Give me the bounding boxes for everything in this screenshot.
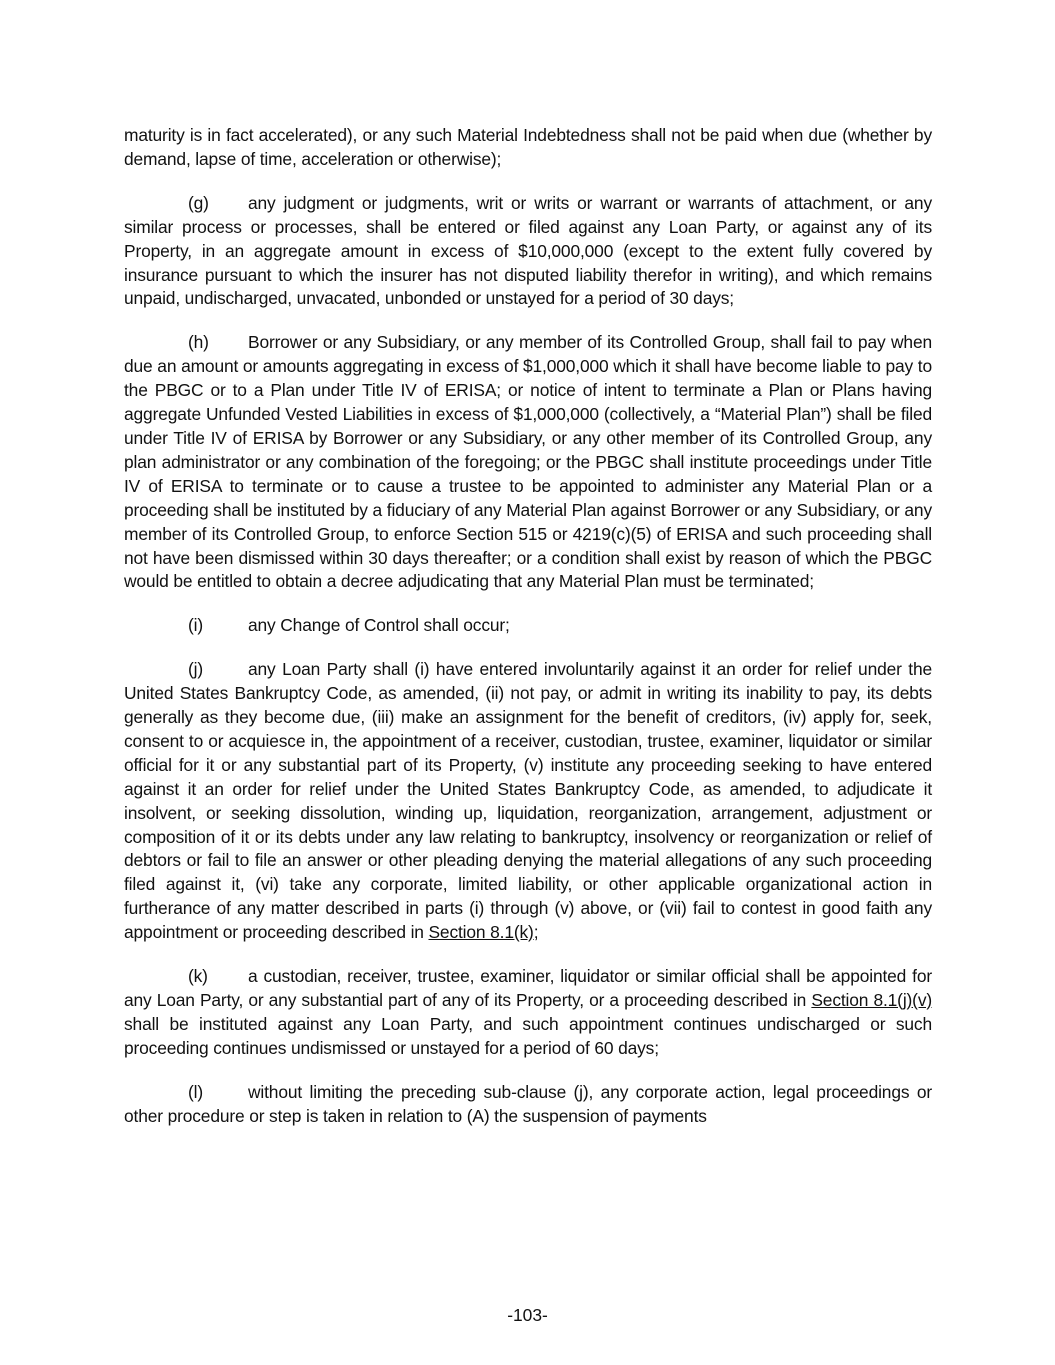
paragraph-text: without limiting the preceding sub-clause (j), any corporate action, legal proceedings or other procedure or step is taken in relation to (A) the suspension of payments <box>124 1081 932 1126</box>
paragraph-g <box>124 192 932 312</box>
paragraph-text-after: ; <box>533 922 539 943</box>
paragraph-k <box>124 965 932 1061</box>
paragraph-l <box>124 1081 932 1129</box>
paragraph-j <box>124 658 932 945</box>
clause-number: (k) <box>188 966 208 987</box>
page-number: -103- <box>507 1305 548 1325</box>
clause-number: (j) <box>188 659 203 680</box>
paragraph-text: maturity is in fact accelerated), or any such Material Indebtedness shall not be paid when due (whether by demand, lapse of time, acceleration or otherwise); <box>124 125 932 169</box>
clause-number: (i) <box>188 615 203 636</box>
paragraph-text: any Loan Party shall (i) have entered involuntarily against it an order for relief under the United States Bankruptcy Code, as amended, (ii) not pay, or admit in writing its inability to pay, its debts generally as they become due, (iii) make an assignment for the benefit of creditors, (iv) apply for, seek, consent to or acquiesce in, the appointment of a receiver, custodian, trustee, examiner, liquidator or similar official for it or any substantial part of its Property, (v) institute any proceeding seeking to have entered against it an order for relief under the United States Bankruptcy Code, as amended, to adjudicate it insolvent, or seeking dissolution, winding up, liquidation, reorganization, arrangement, adjustment or composition of it or its debts under any law relating to bankruptcy, insolvency or reorganization or relief of debtors or fail to file an answer or other pleading denying the material allegations of any such proceeding filed against it, (vi) take any corporate, limited liability, or other applicable organizational action in furtherance of any matter described in parts (i) through (v) above, or (vii) fail to contest in good faith any appointment or proceeding described in <box>124 659 932 943</box>
clause-number: (l) <box>188 1081 203 1102</box>
clause-number: (g) <box>188 192 209 213</box>
paragraph-continuation <box>124 124 932 172</box>
paragraph-text: Borrower or any Subsidiary, or any member of its Controlled Group, shall fail to pay when due an amount or amounts aggregating in excess of $1,000,000 which it shall have become liable to pay to the PBGC or to a Plan under Title IV of ERISA; or notice of intent to terminate a Plan or Plans having aggregate Unfunded Vested Liabilities in excess of $1,000,000 (collectively, a “Material Plan”) shall be filed under Title IV of ERISA by Borrower or any Subsidiary, or any other member of its Controlled Group, any plan administrator or any combination of the foregoing; or the PBGC shall institute proceedings under Title IV of ERISA to terminate or to cause a trustee to be appointed to administer any Material Plan or a proceeding shall be instituted by a fiduciary of any Material Plan against Borrower or any Subsidiary, or any member of its Controlled Group, to enforce Section 515 or 4219(c)(5) of ERISA and such proceeding shall not have been dismissed within 30 days thereafter; or a condition shall exist by reason of which the PBGC would be entitled to obtain a decree adjudicating that any Material Plan must be terminated; <box>124 332 932 592</box>
clause-number: (h) <box>188 332 209 353</box>
paragraph-h <box>124 331 932 594</box>
paragraph-i <box>124 614 932 638</box>
document-page <box>124 124 932 1149</box>
paragraph-text: any judgment or judgments, writ or writs or warrant or warrants of attachment, or any similar process or processes, shall be entered or filed against any Loan Party, or against any of its Property, in an aggregate amount in excess of $10,000,000 (except to the extent fully covered by insurance pursuant to which the insurer has not disputed liability therefor in writing), and which remains unpaid, undischarged, unvacated, unbonded or unstayed for a period of 30 days; <box>124 192 932 309</box>
paragraph-text: a custodian, receiver, trustee, examiner, liquidator or similar official shall be appointed for any Loan Party, or any substantial part of any of its Property, or a proceeding described in <box>124 966 932 1010</box>
section-reference-link[interactable]: Section 8.1(j)(v) <box>811 990 933 1010</box>
paragraph-text-after: shall be instituted against any Loan Party, and such appointment continues undischarged or such proceeding continues undismissed or unstayed for a period of 60 days; <box>124 1013 932 1058</box>
section-reference-link[interactable]: Section 8.1(k) <box>428 922 534 943</box>
paragraph-text: any Change of Control shall occur; <box>248 615 510 636</box>
